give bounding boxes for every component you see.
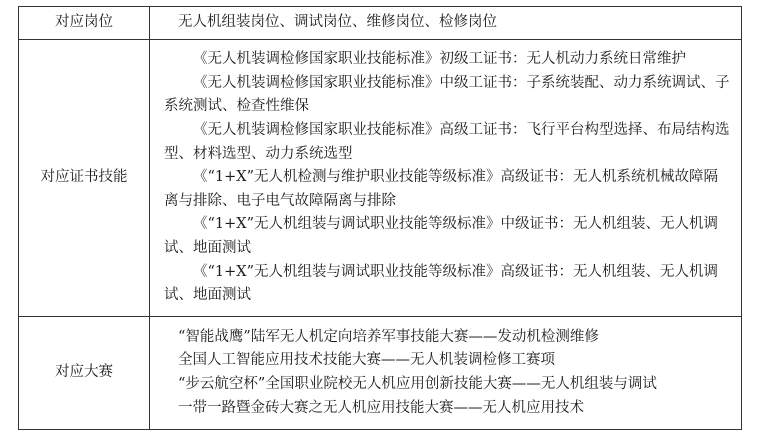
- certificate-item: 《“1+X”无人机组装与调试职业技能等级标准》高级证书：无人机组装、无人机调试、地面测试: [164, 263, 719, 304]
- competition-item: “智能战鹰”陆军无人机定向培养军事技能大赛——发动机检测维修: [178, 328, 599, 345]
- certificate-item: 《无人机装调检修国家职业技能标准》中级工证书：子系统装配、动力系统调试、子系统测试、检查性维保: [164, 74, 730, 115]
- table-row-positions: [19, 7, 742, 40]
- certificate-item: 《“1+X”无人机检测与维护职业技能等级标准》高级证书：无人机系统机械故障隔离与排除、电子电气故障隔离与排除: [164, 169, 719, 209]
- competition-item: 一带一路暨金砖大赛之无人机应用技能大赛——无人机应用技术: [178, 399, 584, 416]
- certificates-cell: [150, 40, 742, 317]
- competitions-cell: [150, 317, 742, 430]
- info-table: [18, 6, 742, 430]
- table-row-certificates: [19, 40, 742, 317]
- certificate-item: 《无人机装调检修国家职业技能标准》初级工证书：无人机动力系统日常维护: [193, 51, 686, 68]
- row-header-competitions: 对应大赛: [19, 317, 150, 430]
- positions-text: 无人机组装岗位、调试岗位、维修岗位、检修岗位: [178, 14, 497, 31]
- competition-item: “步云航空杯”全国职业院校无人机应用创新技能大赛——无人机组装与调试: [178, 376, 657, 392]
- row-header-positions: 对应岗位: [19, 7, 150, 40]
- row-header-certificates: 对应证书技能: [19, 40, 150, 317]
- positions-cell: [150, 7, 742, 40]
- table-row-competitions: [19, 317, 742, 430]
- certificate-item: 《“1+X”无人机组装与调试职业技能等级标准》中级证书：无人机组装、无人机调试、地面测试: [164, 216, 719, 256]
- certificate-item: 《无人机装调检修国家职业技能标准》高级工证书：飞行平台构型选择、布局结构选型、材料选型、动力系统选型: [164, 122, 730, 162]
- competition-item: 全国人工智能应用技术技能大赛——无人机装调检修工赛项: [178, 352, 555, 369]
